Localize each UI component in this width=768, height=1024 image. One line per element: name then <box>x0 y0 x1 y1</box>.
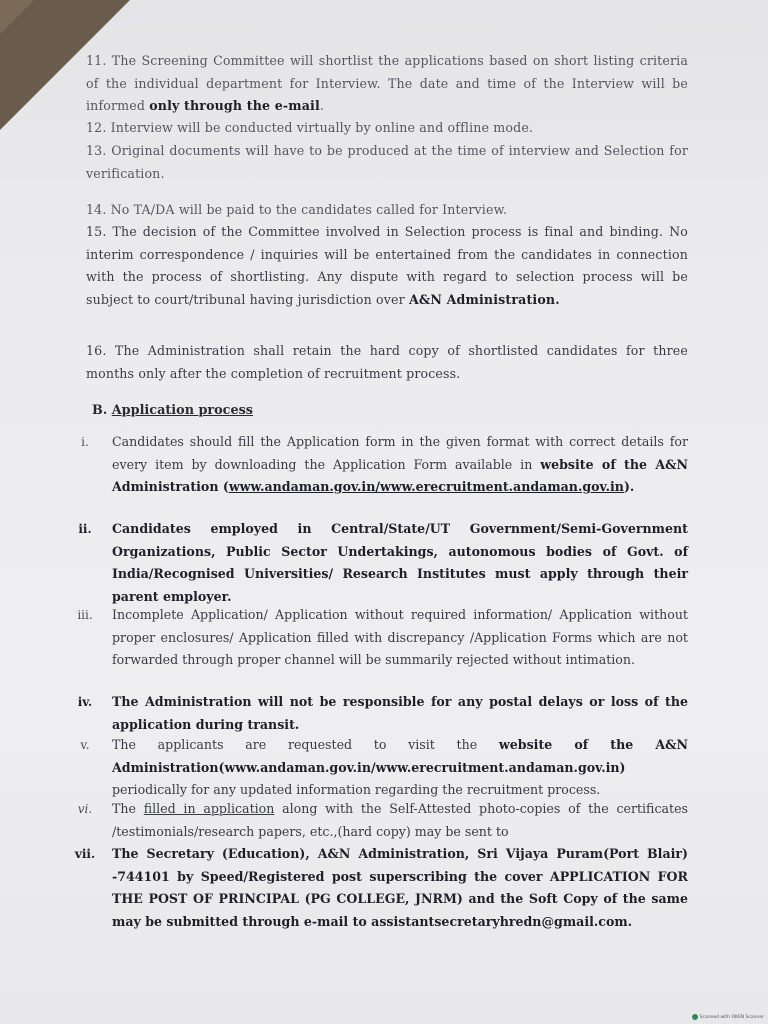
list-item-iii <box>70 604 688 672</box>
section-heading <box>92 403 253 418</box>
paragraph-11-end: . <box>319 98 325 113</box>
paragraph-11-bold: only through the e-mail <box>149 98 320 113</box>
item-v-text-end: periodically for any updated information regarding the recruitment process. <box>112 782 601 797</box>
item-i-bold-end: ). <box>623 479 635 494</box>
list-item-text <box>112 431 688 499</box>
list-item-iv <box>70 691 688 736</box>
paragraph-15-bold: A&N Administration. <box>408 291 560 307</box>
item-i-link-erecruitment[interactable]: www.erecruitment.andaman.gov.in <box>379 479 624 494</box>
list-item-number: iv. <box>77 695 93 709</box>
item-vi-text-pre: The <box>112 801 144 816</box>
paragraph-12: 12. Interview will be conducted virtually by online and offline mode. <box>86 120 534 135</box>
paragraph-11 <box>86 50 688 118</box>
item-v-bold: website of the A&N Administration(www.andaman.gov.in/www.erecruitment.andaman.gov.in) <box>112 737 688 775</box>
list-item-vi <box>70 798 688 843</box>
list-item-number: i. <box>81 435 89 449</box>
list-item-text: The Secretary (Education), A&N Administration, Sri Vijaya Puram(Port Blair) -744101 by Speed/Registered post superscribing the cover APPLICATION FOR THE POST OF PRINCIPAL (PG COLLEGE, JNRM) and the Soft Copy of the same may be submitted through e-mail to assistantsecretaryhredn@gmail.com. <box>112 846 688 929</box>
list-item-number: iii. <box>77 608 93 622</box>
list-item-number: v. <box>80 738 90 752</box>
list-item-text: The Administration will not be responsible for any postal delays or loss of the application during transit. <box>112 694 688 732</box>
list-item-i <box>70 431 688 499</box>
list-item-vii <box>70 843 688 933</box>
paragraph-16: 16. The Administration shall retain the hard copy of shortlisted candidates for three months only after the completion of recruitment process. <box>86 343 688 381</box>
item-i-bold: website of the A&N Administration ( <box>112 456 688 494</box>
paragraph-11-text: 11. The Screening Committee will shortlist the applications based on short listing criteria of the individual department for Interview. The date and time of the Interview will be informed <box>86 53 688 113</box>
paragraph-15-text: 15. The decision of the Committee involved in Selection process is final and binding. No interim correspondence / inquiries will be entertained from the candidates in connection with the process of shortlisting. Any dispute with regard to selection process will be subject to court/tribunal having jurisdiction over <box>86 224 688 307</box>
item-v-text: The applicants are requested to visit the <box>112 737 499 752</box>
item-i-link-andaman[interactable]: www.andaman.gov.in/ <box>228 479 380 494</box>
list-item-text <box>112 734 688 802</box>
list-item-number: ii. <box>78 522 92 536</box>
list-item-text: Incomplete Application/ Application without required information/ Application without proper enclosures/ Application filled with discrepancy /Application Forms which are not forwarded through proper channel will be summarily rejected without intimation. <box>112 607 688 667</box>
scanner-watermark <box>692 1014 764 1020</box>
list-item-text: Candidates employed in Central/State/UT Government/Semi-Government Organizations, Public Sector Undertakings, autonomous bodies of Govt. of India/Recognised Universities/ Research Institutes must apply through their parent employer. <box>112 521 688 604</box>
paragraph-15 <box>86 221 688 311</box>
list-item-v <box>70 734 688 802</box>
paragraph-13: 13. Original documents will have to be produced at the time of interview and Selection for verification. <box>86 143 688 181</box>
section-label: B. <box>92 403 108 418</box>
paragraph-14: 14. No TA/DA will be paid to the candidates called for Interview. <box>86 202 508 217</box>
page-corner-fold <box>0 0 34 34</box>
scanner-logo-icon <box>692 1014 698 1020</box>
scanner-text: Scanned with OKEN Scanner <box>699 1014 764 1020</box>
list-item-text <box>112 798 688 843</box>
list-item-number: vi. <box>77 802 93 816</box>
item-vi-underlined: filled in application <box>143 801 275 816</box>
list-item-ii <box>70 518 688 608</box>
item-i-text: Candidates should fill the Application form in the given format with correct details for every item by downloading the Application Form available in <box>112 434 688 472</box>
list-item-number: vii. <box>74 847 96 861</box>
item-vi-text: along with the Self-Attested photo-copies of the certificates /testimonials/research papers, etc.,(hard copy) may be sent to <box>112 801 688 839</box>
section-title: Application process <box>111 403 254 418</box>
